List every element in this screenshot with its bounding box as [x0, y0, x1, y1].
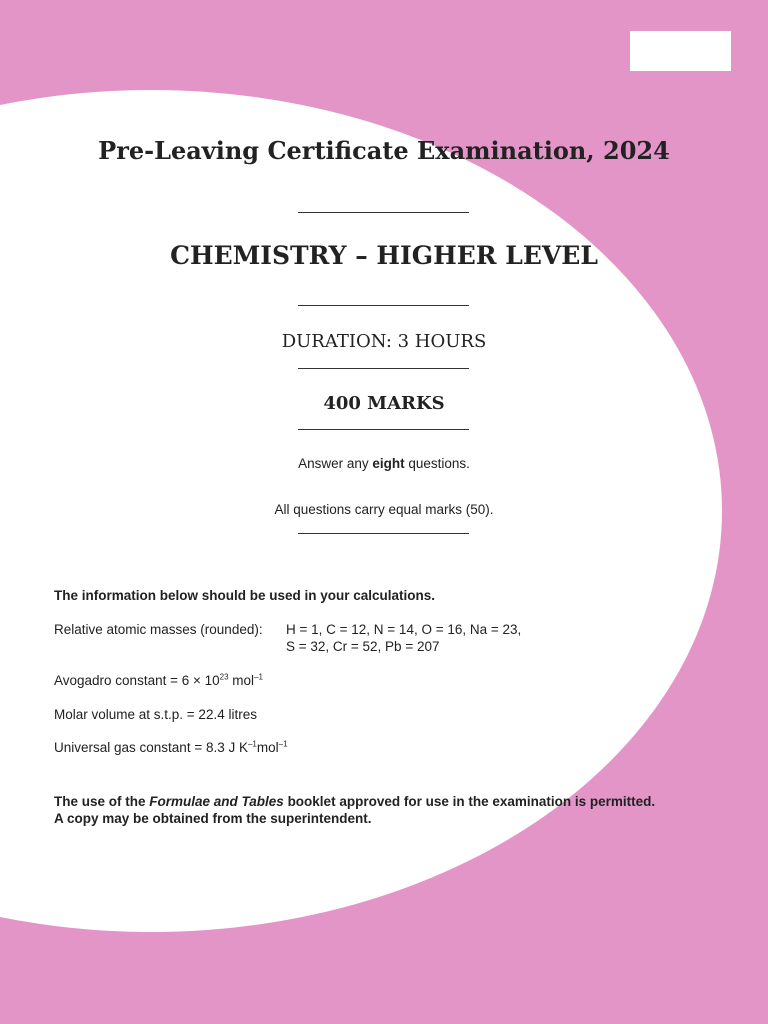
- divider-2: [298, 305, 469, 306]
- duration: DURATION: 3 HOURS: [281, 331, 487, 352]
- divider-5: [298, 533, 469, 534]
- formulae-tables-note: The use of the Formulae and Tables booklet approved for use in the examination is permitted. A copy may be obtained from the superintendent.: [54, 794, 656, 826]
- avogadro-constant: Avogadro constant = $6 \times 10^{23}$ mol$^{-1}$: [54, 672, 263, 688]
- subject-title: CHEMISTRY – HIGHER LEVEL: [170, 241, 598, 270]
- answer-instruction: Answer any eight questions.: [298, 456, 470, 471]
- info-heading: The information below should be used in your calculations.: [54, 588, 436, 603]
- exam-title: Pre-Leaving Certificate Examination, 2024: [98, 136, 670, 165]
- atomic-masses-values: H = 1, C = 12, N = 14, O = 16, Na = 23, S = 32, Cr = 52, Pb = 207: [286, 622, 522, 654]
- gas-constant: Universal gas constant = 8.3 J $K^{-1}mol^{-1}$: [54, 739, 288, 755]
- atomic-masses: [54, 621, 734, 654]
- total-marks: 400 MARKS: [323, 393, 445, 414]
- divider-1: [298, 212, 469, 213]
- molar-volume: Molar volume at s.t.p. = 22.4 litres: [54, 707, 257, 722]
- equal-marks-note: All questions carry equal marks (50).: [274, 502, 494, 517]
- candidate-number-box: [630, 31, 731, 71]
- atomic-masses-label: Relative atomic masses (rounded):: [54, 622, 263, 637]
- divider-4: [298, 429, 469, 430]
- divider-3: [298, 368, 469, 369]
